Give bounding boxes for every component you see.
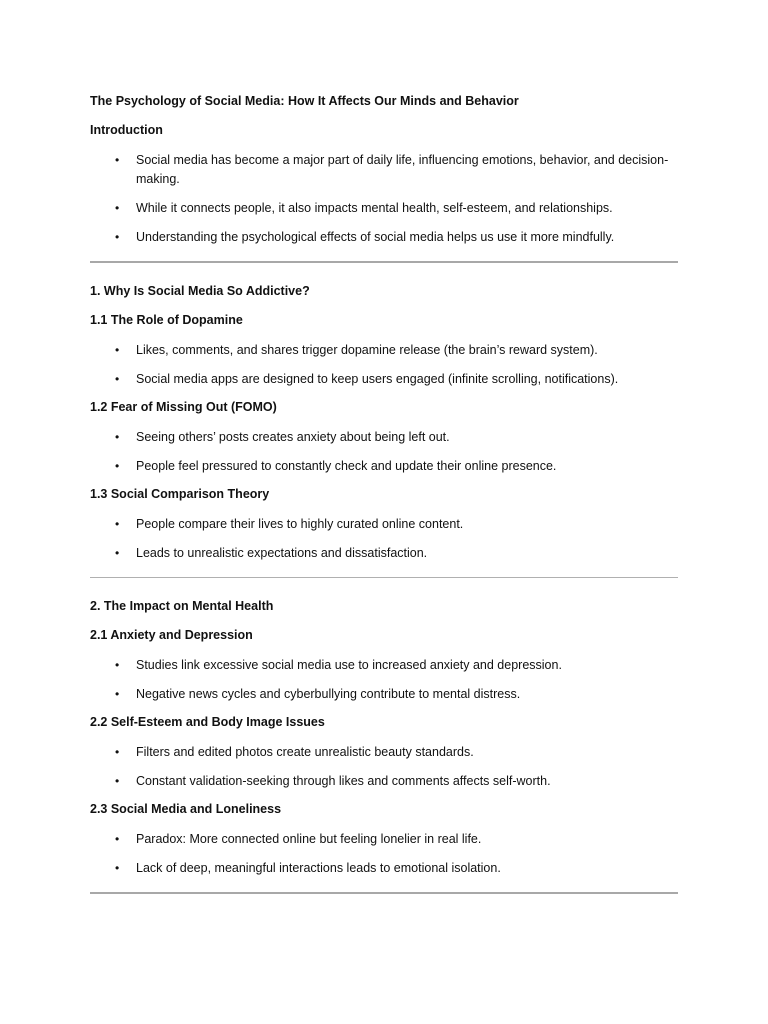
document-page (90, 93, 678, 914)
list-item: • Lack of deep, meaningful interactions leads to emotional isolation. (90, 859, 678, 878)
list-item: • Negative news cycles and cyberbullying contribute to mental distress. (90, 685, 678, 704)
list-item: • Studies link excessive social media use to increased anxiety and depression. (90, 656, 678, 675)
list-item: • Seeing others’ posts creates anxiety about being left out. (90, 428, 678, 447)
section-heading-introduction: Introduction (90, 123, 163, 137)
bullet-list-1-1 (90, 341, 678, 389)
list-item: • People feel pressured to constantly check and update their online presence. (90, 457, 678, 476)
bullet-icon: • (115, 153, 120, 167)
subsection-heading-2-3: 2.3 Social Media and Loneliness (90, 802, 282, 816)
bullet-list-2-3 (90, 830, 678, 878)
bullet-icon: • (115, 343, 120, 357)
bullet-icon: • (115, 201, 120, 215)
list-item: • Constant validation-seeking through likes and comments affects self-worth. (90, 772, 678, 791)
bullet-list-2-2 (90, 743, 678, 791)
section-divider (90, 577, 678, 578)
list-item: • Understanding the psychological effects of social media helps us use it more mindfully. (90, 228, 678, 247)
list-item: • Social media has become a major part of daily life, influencing emotions, behavior, and decision-making. (115, 153, 669, 186)
subsection-heading-1-2: 1.2 Fear of Missing Out (FOMO) (90, 400, 277, 414)
subsection-heading-2-2: 2.2 Self-Esteem and Body Image Issues (90, 715, 325, 729)
bullet-icon: • (115, 546, 120, 560)
subsection-heading-2-1: 2.1 Anxiety and Depression (90, 628, 253, 642)
bullet-icon: • (115, 745, 120, 759)
section-divider (90, 892, 678, 894)
bullet-icon: • (115, 430, 120, 444)
bullet-list-1-3 (90, 515, 678, 563)
bullet-icon: • (115, 832, 120, 846)
list-item: • Filters and edited photos create unrealistic beauty standards. (90, 743, 678, 762)
bullet-icon: • (115, 774, 120, 788)
bullet-list-1-2 (90, 428, 678, 476)
bullet-icon: • (115, 861, 120, 875)
list-item: • Social media apps are designed to keep users engaged (infinite scrolling, notifications). (90, 370, 678, 389)
section-heading-1: 1. Why Is Social Media So Addictive? (90, 284, 310, 298)
list-item: • Likes, comments, and shares trigger dopamine release (the brain’s reward system). (90, 341, 678, 360)
bullet-icon: • (115, 517, 120, 531)
bullet-icon: • (115, 459, 120, 473)
section-heading-2: 2. The Impact on Mental Health (90, 599, 274, 613)
intro-bullet-list (90, 151, 678, 247)
section-divider (90, 261, 678, 263)
bullet-list-2-1 (90, 656, 678, 704)
subsection-heading-1-1: 1.1 The Role of Dopamine (90, 313, 243, 327)
bullet-icon: • (115, 230, 120, 244)
list-item: • Leads to unrealistic expectations and dissatisfaction. (90, 544, 678, 563)
document-title: The Psychology of Social Media: How It Affects Our Minds and Behavior (90, 94, 519, 108)
list-item: • Paradox: More connected online but feeling lonelier in real life. (90, 830, 678, 849)
bullet-icon: • (115, 687, 120, 701)
list-item: • People compare their lives to highly curated online content. (90, 515, 678, 534)
bullet-icon: • (115, 372, 120, 386)
list-item: • While it connects people, it also impacts mental health, self-esteem, and relationships. (90, 199, 678, 218)
bullet-icon: • (115, 658, 120, 672)
subsection-heading-1-3: 1.3 Social Comparison Theory (90, 487, 270, 501)
